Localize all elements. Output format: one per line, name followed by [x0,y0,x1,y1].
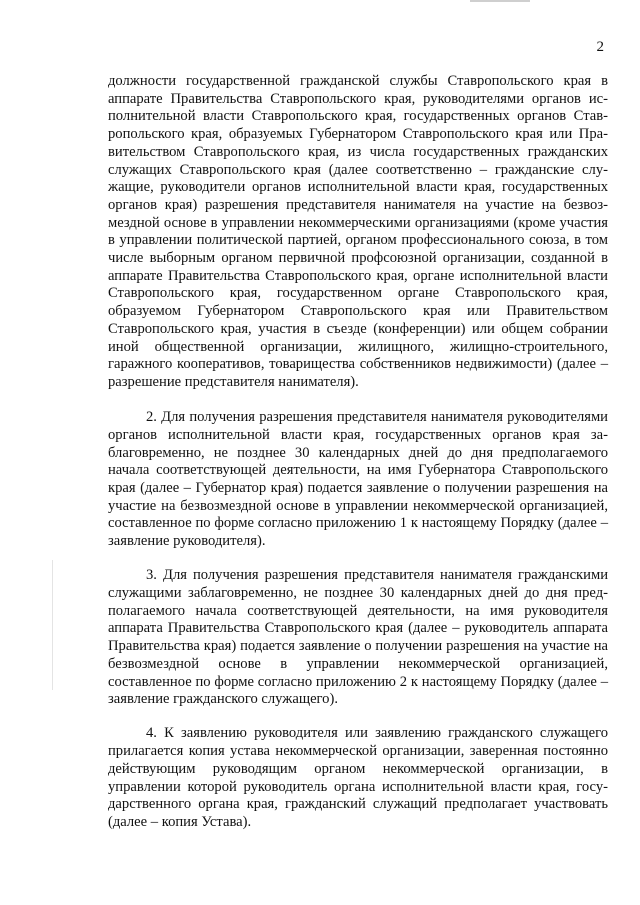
paragraph-item-3: 3. Для получения разрешения представителя нанимателя гражданскими служащими заблаговременно, не позднее 30 календарных дней до дня предполагаемого начала соответствующей деятельности, на имя руководителя аппарата Правительства Ставропольского края (далее – руководитель аппарата Правительства края) подается заявление о получении разрешения на участие на безвозмездной основе в управлении некоммерческой организацией, составленное по форме согласно приложению 2 к настоящему Порядку (далее – заявление гражданского служащего). [108,567,608,708]
page-number: 2 [596,39,604,55]
paragraph-item-4: 4. К заявлению руководителя или заявлению гражданского служащего прилагается копия устава некоммерческой организации, заверенная постоянно действующим руководящим органом некоммерческой организации, в управлении которой руководитель органа исполнительной власти края, государственного органа края, гражданский служащий предполагает участвовать (далее – копия Устава). [108,725,608,830]
paragraph-continuation: должности государственной гражданской службы Ставропольского края в аппарате Правительства Ставропольского края, руководителями органов исполнительной власти Ставропольского края, государственных органов Ставропольского края, образуемых Губернатором Ставропольского края или Правительством Ставропольского края, из числа государственных гражданских служащих Ставропольского края (далее соответственно – гражданские служащие, руководители органов исполнительной власти края, государственных органов края) разрешения представителя нанимателя на участие на безвозмездной основе в управлении некоммерческими организациями (кроме участия в управлении политической партией, органом профессионального союза, в том числе выборным органом первичной профсоюзной организации, созданной в аппарате Правительства Ставропольского края, органе исполнительной власти Ставропольского края, государственном органе Ставропольского края, образуемом Губернатором Ставропольского края или Правительством Ставропольского края, участия в съезде (конференции) или общем собрании иной общественной организации, жилищного, жилищно-строительного, гаражного кооперативов, товарищества собственников недвижимости) (далее – разрешение представителя нанимателя). [108,73,608,390]
document-body [108,73,608,832]
margin-fold-mark [52,560,53,690]
paragraph-item-2: 2. Для получения разрешения представителя нанимателя руководителями органов исполнительной власти края, государственных органов края заблаговременно, не позднее 30 календарных дней до дня предполагаемого начала соответствующей деятельности, на имя Губернатора Ставропольского края (далее – Губернатор края) подается заявление о получении разрешения на участие на безвозмездной основе в управлении некоммерческой организацией, составленное по форме согласно приложению 1 к настоящему Порядку (далее – заявление руководителя). [108,409,608,550]
scan-edge-mark [470,0,530,2]
